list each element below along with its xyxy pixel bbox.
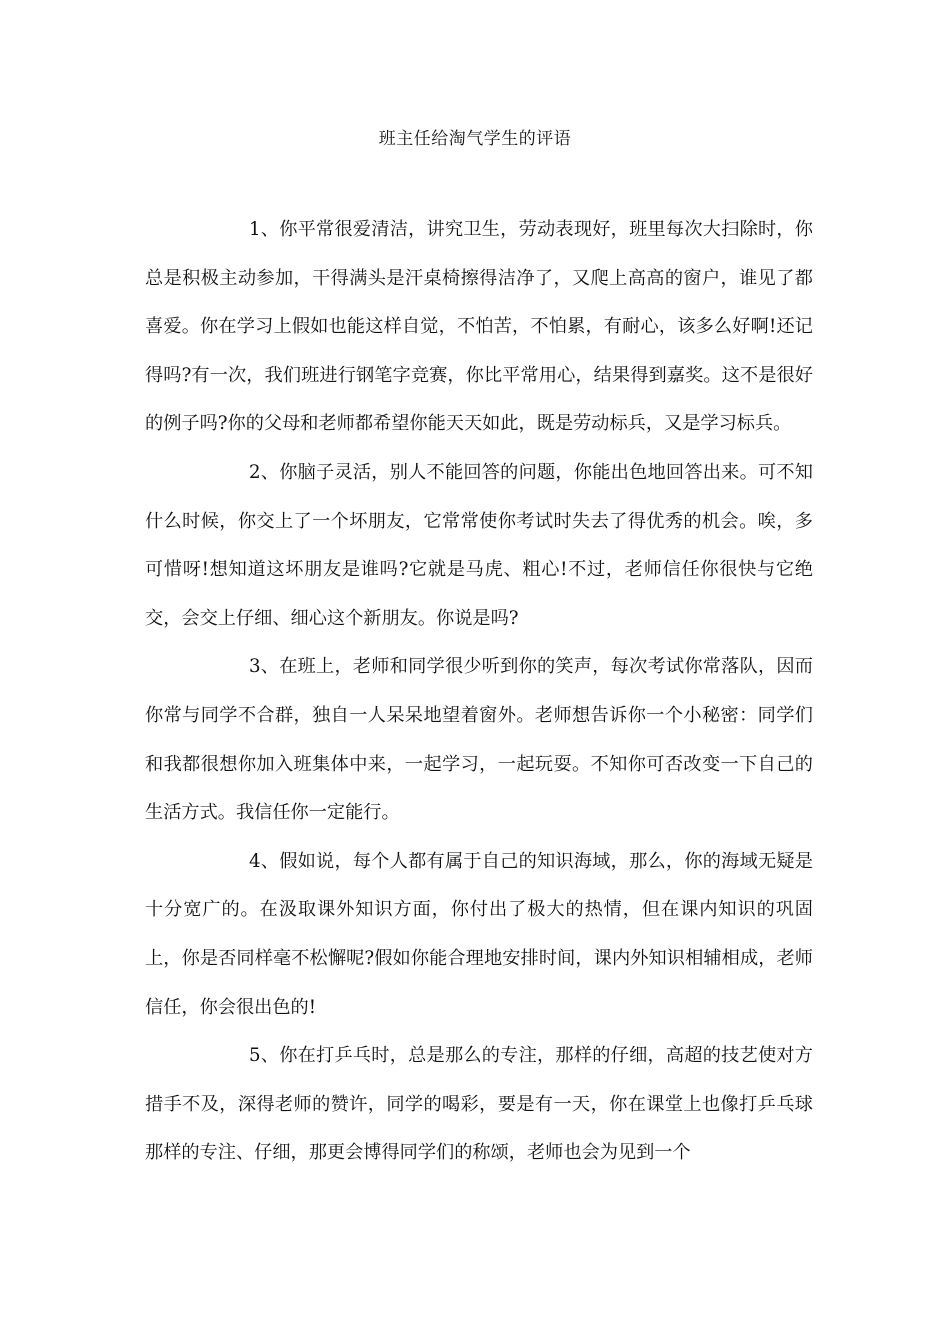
document-title: 班主任给淘气学生的评语 — [378, 129, 572, 149]
paragraph-3: 3、在班上，老师和同学很少听到你的笑声，每次考试你常落队，因而你常与同学不合群，独自一人呆呆地望着窗外。老师想告诉你一个小秘密：同学们和我都很想你加入班集体中来，一起学习，一起玩耍。不知你可否改变一下自己的生活方式。我信任你一定能行。 — [145, 656, 813, 824]
paragraph-1: 1、你平常很爱清洁，讲究卫生，劳动表现好，班里每次大扫除时，你总是积极主动参加，干得满头是汗桌椅擦得洁净了，又爬上高高的窗户，谁见了都喜爱。你在学习上假如也能这样自觉，不怕苦，不怕累，有耐心，该多么好啊!还记得吗?有一次，我们班进行钢笔字竞赛，你比平常用心，结果得到嘉奖。这不是很好的例子吗?你的父母和老师都希望你能天天如此，既是劳动标兵，又是学习标兵。 — [145, 219, 813, 435]
paragraph-2: 2、你脑子灵活，别人不能回答的问题，你能出色地回答出来。可不知什么时候，你交上了一个坏朋友，它常常使你考试时失去了得优秀的机会。唉，多可惜呀!想知道这坏朋友是谁吗?它就是马虎、粗心!不过，老师信任你很快与它绝交，会交上仔细、细心这个新朋友。你说是吗? — [145, 461, 813, 629]
paragraph-4: 4、假如说，每个人都有属于自己的知识海域，那么，你的海域无疑是十分宽广的。在汲取课外知识方面，你付出了极大的热情，但在课内知识的巩固上，你是否同样毫不松懈呢?假如你能合理地安排时间，课内外知识相辅相成，老师信任，你会很出色的! — [145, 850, 813, 1018]
paragraph-5: 5、你在打乒乓时，总是那么的专注，那样的仔细，高超的技艺使对方措手不及，深得老师的赞许，同学的喝彩，要是有一天，你在课堂上也像打乒乓球那样的专注、仔细，那更会博得同学们的称颂，老师也会为见到一个 — [145, 1045, 813, 1164]
document-body — [145, 206, 813, 1178]
